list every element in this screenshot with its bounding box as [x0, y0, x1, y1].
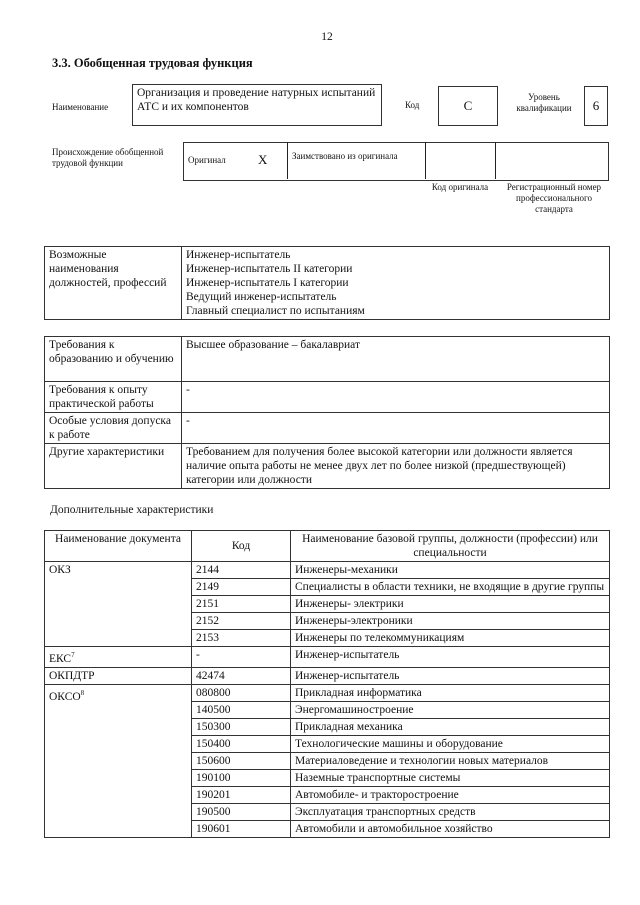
original-mark: X [258, 152, 268, 167]
education-label: Требования к образованию и обучению [45, 337, 182, 382]
positions-list [182, 247, 610, 320]
positions-label: Возможные наименования должностей, профессий [45, 247, 182, 320]
document-cell: ОКПДТР [45, 667, 192, 684]
document-cell: ОКСО$^8$ [45, 684, 192, 837]
name-cell: Прикладная механика [291, 718, 610, 735]
code-cell: 140500 [192, 701, 291, 718]
page-number: 12 [321, 31, 333, 43]
code-original-caption: Код оригинала [431, 182, 489, 192]
code-cell: 2149 [192, 579, 291, 596]
requirements-table [44, 336, 610, 489]
origin-label: Происхождение обобщенной трудовой функции [52, 147, 164, 168]
code-cell: 150300 [192, 718, 291, 735]
experience-label: Требования к опыту практической работы [45, 382, 182, 413]
positions-table [44, 246, 610, 320]
education-value: Высшее образование – бакалавриат [182, 337, 610, 382]
header-name: Наименование базовой группы, должности (профессии) или специальности [291, 531, 610, 562]
code-cell: 2151 [192, 596, 291, 613]
table-row [45, 647, 610, 668]
level-label: Уровень квалификации [516, 92, 572, 113]
code-label: Код [405, 100, 420, 110]
table-row [45, 562, 610, 579]
code-cell: 2152 [192, 613, 291, 630]
code-cell: 190500 [192, 803, 291, 820]
name-cell: Инженеры по телекоммуникациям [291, 630, 610, 647]
name-cell: Наземные транспортные системы [291, 769, 610, 786]
name-cell: Эксплуатация транспортных средств [291, 803, 610, 820]
function-name-field: Организация и проведение натурных испытаний АТС и их компонентов [132, 84, 382, 126]
code-cell: 150600 [192, 752, 291, 769]
other-characteristics-label: Другие характеристики [45, 444, 182, 489]
code-cell: 2153 [192, 630, 291, 647]
code-cell: 190201 [192, 786, 291, 803]
original-label: Оригинал [188, 155, 226, 165]
name-cell: Автомобили и автомобильное хозяйство [291, 820, 610, 837]
name-cell: Инженер-испытатель [291, 667, 610, 684]
position-item: Инженер-испытатель II категории [186, 263, 353, 275]
code-cell: 190100 [192, 769, 291, 786]
header-code: Код [192, 531, 291, 562]
name-cell: Материаловедение и технологии новых материалов [291, 752, 610, 769]
experience-value: - [182, 382, 610, 413]
name-cell: Прикладная информатика [291, 684, 610, 701]
level-field: 6 [584, 86, 608, 126]
code-cell: - [192, 647, 291, 668]
name-cell: Инженер-испытатель [291, 647, 610, 668]
position-item: Главный специалист по испытаниям [186, 305, 365, 317]
borrowed-label: Заимствовано из оригинала [292, 151, 398, 161]
special-conditions-value: - [182, 413, 610, 444]
additional-table [44, 530, 610, 838]
special-conditions-label: Особые условия допуска к работе [45, 413, 182, 444]
code-cell: 190601 [192, 820, 291, 837]
header-document: Наименование документа [45, 531, 192, 562]
name-cell: Инженеры-электроники [291, 613, 610, 630]
document-cell: ЕКС$^7$ [45, 647, 192, 668]
code-field: C [438, 86, 498, 126]
table-row [45, 667, 610, 684]
position-item: Ведущий инженер-испытатель [186, 291, 337, 303]
code-cell: 080800 [192, 684, 291, 701]
code-cell: 150400 [192, 735, 291, 752]
name-cell: Инженеры-механики [291, 562, 610, 579]
name-cell: Специалисты в области техники, не входящие в другие группы [291, 579, 610, 596]
name-label: Наименование [52, 102, 109, 112]
code-cell: 2144 [192, 562, 291, 579]
table-row [45, 684, 610, 701]
name-cell: Инженеры- электрики [291, 596, 610, 613]
document-cell: ОКЗ [45, 562, 192, 647]
position-item: Инженер-испытатель [186, 249, 291, 261]
name-cell: Энергомашиностроение [291, 701, 610, 718]
section-title: 3.3. Обобщенная трудовая функция [52, 56, 253, 70]
code-cell: 42474 [192, 667, 291, 684]
registration-number-caption: Регистрационный номер профессионального стандарта [506, 182, 602, 214]
name-cell: Технологические машины и оборудование [291, 735, 610, 752]
position-item: Инженер-испытатель I категории [186, 277, 349, 289]
name-cell: Автомобиле- и тракторостроение [291, 786, 610, 803]
additional-title: Дополнительные характеристики [50, 504, 214, 516]
other-characteristics-value: Требованием для получения более высокой категории или должности является наличие опыта работы не менее двух лет по более низкой (предшествующей) категории или должности [182, 444, 610, 489]
